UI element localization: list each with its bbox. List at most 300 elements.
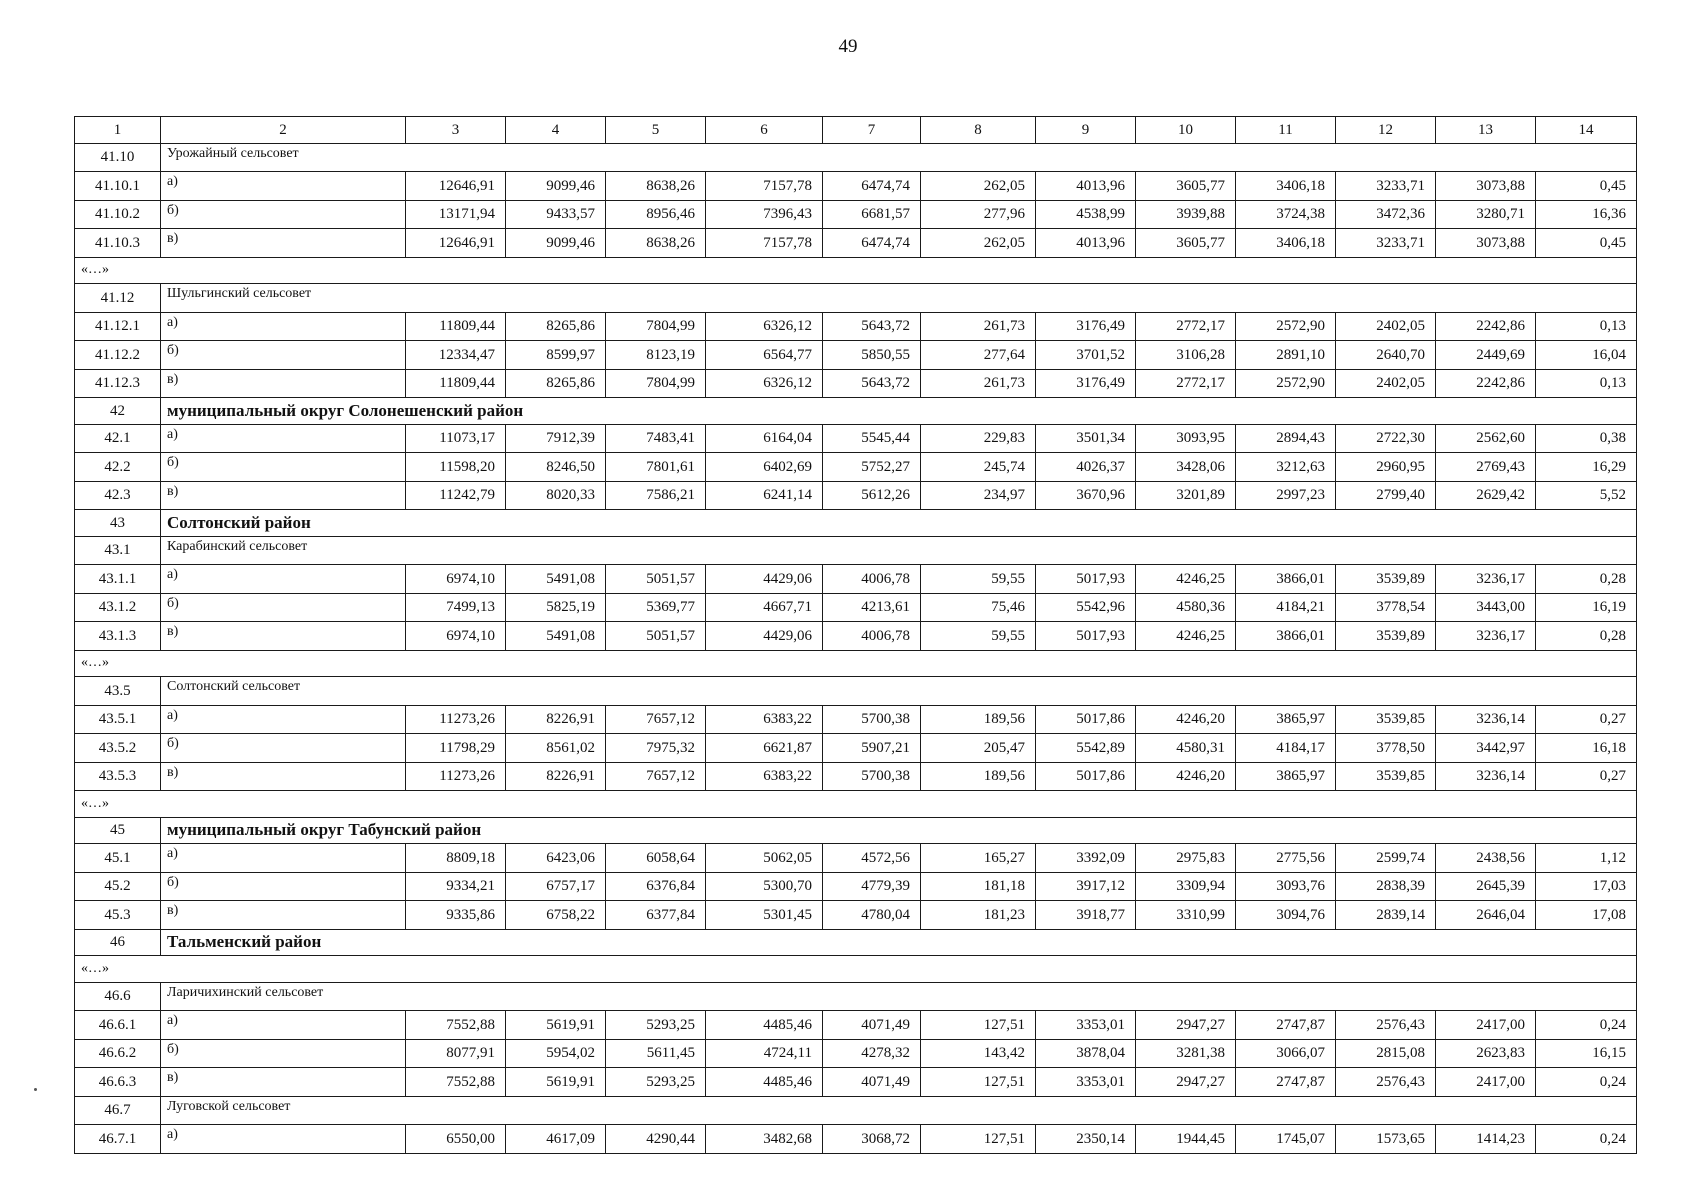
council-name: Солтонский сельсовет bbox=[161, 677, 1637, 706]
value-cell: 11598,20 bbox=[406, 453, 506, 482]
table-row bbox=[75, 844, 1637, 873]
row-subtype: в) bbox=[161, 481, 406, 510]
value-cell: 5051,57 bbox=[606, 622, 706, 651]
value-cell: 261,73 bbox=[921, 369, 1036, 398]
row-subtype: б) bbox=[161, 872, 406, 901]
table-header-row bbox=[75, 117, 1637, 144]
value-cell: 127,51 bbox=[921, 1011, 1036, 1040]
value-cell: 8265,86 bbox=[506, 369, 606, 398]
value-cell: 2722,30 bbox=[1336, 424, 1436, 453]
value-cell: 2645,39 bbox=[1436, 872, 1536, 901]
value-cell: 4246,25 bbox=[1136, 622, 1236, 651]
row-subtype: б) bbox=[161, 593, 406, 622]
value-cell: 3233,71 bbox=[1336, 229, 1436, 258]
value-cell: 75,46 bbox=[921, 593, 1036, 622]
omission-marker: «…» bbox=[75, 650, 1637, 677]
table-row bbox=[75, 453, 1637, 482]
value-cell: 3212,63 bbox=[1236, 453, 1336, 482]
value-cell: 3093,76 bbox=[1236, 872, 1336, 901]
value-cell: 3778,54 bbox=[1336, 593, 1436, 622]
value-cell: 3866,01 bbox=[1236, 622, 1336, 651]
row-code: 46.6.3 bbox=[75, 1068, 161, 1097]
row-code: 41.12.1 bbox=[75, 312, 161, 341]
heading-code: 46.6 bbox=[75, 982, 161, 1011]
value-cell: 2562,60 bbox=[1436, 424, 1536, 453]
table-row bbox=[75, 734, 1637, 763]
value-cell: 262,05 bbox=[921, 229, 1036, 258]
value-cell: 3918,77 bbox=[1036, 901, 1136, 930]
value-cell: 7499,13 bbox=[406, 593, 506, 622]
value-cell: 11073,17 bbox=[406, 424, 506, 453]
value-cell: 2815,08 bbox=[1336, 1039, 1436, 1068]
value-cell: 6241,14 bbox=[706, 481, 823, 510]
council-name: Луговской сельсовет bbox=[161, 1096, 1637, 1125]
row-code: 41.10.3 bbox=[75, 229, 161, 258]
value-cell: 3443,00 bbox=[1436, 593, 1536, 622]
row-subtype: в) bbox=[161, 229, 406, 258]
council-heading-row bbox=[75, 284, 1637, 313]
value-cell: 6383,22 bbox=[706, 705, 823, 734]
value-cell: 11242,79 bbox=[406, 481, 506, 510]
row-subtype: а) bbox=[161, 705, 406, 734]
row-subtype: б) bbox=[161, 734, 406, 763]
value-cell: 1745,07 bbox=[1236, 1125, 1336, 1154]
column-header: 4 bbox=[506, 117, 606, 144]
value-cell: 5017,86 bbox=[1036, 705, 1136, 734]
row-code: 45.2 bbox=[75, 872, 161, 901]
value-cell: 2402,05 bbox=[1336, 312, 1436, 341]
value-cell: 3392,09 bbox=[1036, 844, 1136, 873]
value-cell: 8246,50 bbox=[506, 453, 606, 482]
value-cell: 0,24 bbox=[1536, 1068, 1637, 1097]
value-cell: 4290,44 bbox=[606, 1125, 706, 1154]
row-subtype: а) bbox=[161, 844, 406, 873]
value-cell: 17,08 bbox=[1536, 901, 1637, 930]
value-cell: 2449,69 bbox=[1436, 341, 1536, 370]
value-cell: 9433,57 bbox=[506, 200, 606, 229]
council-heading-row bbox=[75, 677, 1637, 706]
row-code: 46.7.1 bbox=[75, 1125, 161, 1154]
column-header: 13 bbox=[1436, 117, 1536, 144]
value-cell: 0,28 bbox=[1536, 565, 1637, 594]
value-cell: 3539,89 bbox=[1336, 565, 1436, 594]
table-row bbox=[75, 229, 1637, 258]
value-cell: 4429,06 bbox=[706, 622, 823, 651]
value-cell: 7657,12 bbox=[606, 762, 706, 791]
value-cell: 59,55 bbox=[921, 565, 1036, 594]
heading-code: 46.7 bbox=[75, 1096, 161, 1125]
value-cell: 2576,43 bbox=[1336, 1068, 1436, 1097]
row-subtype: в) bbox=[161, 369, 406, 398]
value-cell: 1,12 bbox=[1536, 844, 1637, 873]
value-cell: 3865,97 bbox=[1236, 762, 1336, 791]
value-cell: 2402,05 bbox=[1336, 369, 1436, 398]
value-cell: 277,64 bbox=[921, 341, 1036, 370]
value-cell: 2350,14 bbox=[1036, 1125, 1136, 1154]
heading-code: 41.12 bbox=[75, 284, 161, 313]
value-cell: 5542,96 bbox=[1036, 593, 1136, 622]
value-cell: 7657,12 bbox=[606, 705, 706, 734]
value-cell: 3539,85 bbox=[1336, 705, 1436, 734]
value-cell: 2623,83 bbox=[1436, 1039, 1536, 1068]
value-cell: 2799,40 bbox=[1336, 481, 1436, 510]
value-cell: 4580,36 bbox=[1136, 593, 1236, 622]
district-name: Тальменский район bbox=[161, 929, 1637, 956]
value-cell: 2769,43 bbox=[1436, 453, 1536, 482]
omission-marker: «…» bbox=[75, 791, 1637, 818]
value-cell: 6974,10 bbox=[406, 622, 506, 651]
row-code: 42.1 bbox=[75, 424, 161, 453]
value-cell: 7804,99 bbox=[606, 369, 706, 398]
value-cell: 3073,88 bbox=[1436, 172, 1536, 201]
value-cell: 4184,17 bbox=[1236, 734, 1336, 763]
heading-code: 45 bbox=[75, 817, 161, 844]
value-cell: 2599,74 bbox=[1336, 844, 1436, 873]
row-code: 43.5.3 bbox=[75, 762, 161, 791]
value-cell: 0,13 bbox=[1536, 369, 1637, 398]
district-name: муниципальный округ Солонешенский район bbox=[161, 398, 1637, 425]
value-cell: 4246,25 bbox=[1136, 565, 1236, 594]
value-cell: 4278,32 bbox=[823, 1039, 921, 1068]
value-cell: 6550,00 bbox=[406, 1125, 506, 1154]
value-cell: 7552,88 bbox=[406, 1068, 506, 1097]
value-cell: 0,24 bbox=[1536, 1011, 1637, 1040]
value-cell: 2747,87 bbox=[1236, 1011, 1336, 1040]
row-code: 42.2 bbox=[75, 453, 161, 482]
value-cell: 16,36 bbox=[1536, 200, 1637, 229]
value-cell: 6681,57 bbox=[823, 200, 921, 229]
row-code: 45.3 bbox=[75, 901, 161, 930]
column-header: 12 bbox=[1336, 117, 1436, 144]
value-cell: 4667,71 bbox=[706, 593, 823, 622]
value-cell: 8809,18 bbox=[406, 844, 506, 873]
value-cell: 181,18 bbox=[921, 872, 1036, 901]
value-cell: 3539,85 bbox=[1336, 762, 1436, 791]
value-cell: 7157,78 bbox=[706, 229, 823, 258]
value-cell: 6326,12 bbox=[706, 369, 823, 398]
value-cell: 9099,46 bbox=[506, 172, 606, 201]
omission-row bbox=[75, 791, 1637, 818]
value-cell: 3066,07 bbox=[1236, 1039, 1336, 1068]
value-cell: 2646,04 bbox=[1436, 901, 1536, 930]
table-row bbox=[75, 593, 1637, 622]
row-subtype: в) bbox=[161, 1068, 406, 1097]
value-cell: 2242,86 bbox=[1436, 369, 1536, 398]
value-cell: 0,27 bbox=[1536, 705, 1637, 734]
value-cell: 5700,38 bbox=[823, 762, 921, 791]
value-cell: 6757,17 bbox=[506, 872, 606, 901]
value-cell: 5619,91 bbox=[506, 1068, 606, 1097]
table-row bbox=[75, 172, 1637, 201]
omission-marker: «…» bbox=[75, 956, 1637, 983]
value-cell: 2894,43 bbox=[1236, 424, 1336, 453]
value-cell: 7396,43 bbox=[706, 200, 823, 229]
column-header: 5 bbox=[606, 117, 706, 144]
row-code: 43.1.1 bbox=[75, 565, 161, 594]
value-cell: 3939,88 bbox=[1136, 200, 1236, 229]
value-cell: 3865,97 bbox=[1236, 705, 1336, 734]
row-subtype: а) bbox=[161, 1125, 406, 1154]
value-cell: 3778,50 bbox=[1336, 734, 1436, 763]
value-cell: 245,74 bbox=[921, 453, 1036, 482]
scan-speck bbox=[34, 1088, 37, 1091]
value-cell: 181,23 bbox=[921, 901, 1036, 930]
value-cell: 16,04 bbox=[1536, 341, 1637, 370]
value-cell: 11273,26 bbox=[406, 762, 506, 791]
row-subtype: в) bbox=[161, 622, 406, 651]
value-cell: 2772,17 bbox=[1136, 369, 1236, 398]
value-cell: 262,05 bbox=[921, 172, 1036, 201]
value-cell: 3236,17 bbox=[1436, 622, 1536, 651]
value-cell: 4013,96 bbox=[1036, 172, 1136, 201]
column-header: 6 bbox=[706, 117, 823, 144]
council-heading-row bbox=[75, 536, 1637, 565]
value-cell: 3605,77 bbox=[1136, 172, 1236, 201]
district-heading-row bbox=[75, 817, 1637, 844]
council-heading-row bbox=[75, 143, 1637, 172]
value-cell: 3670,96 bbox=[1036, 481, 1136, 510]
value-cell: 2417,00 bbox=[1436, 1068, 1536, 1097]
table-row bbox=[75, 705, 1637, 734]
value-cell: 8020,33 bbox=[506, 481, 606, 510]
value-cell: 3093,95 bbox=[1136, 424, 1236, 453]
value-cell: 0,45 bbox=[1536, 229, 1637, 258]
value-cell: 16,15 bbox=[1536, 1039, 1637, 1068]
value-cell: 17,03 bbox=[1536, 872, 1637, 901]
page-number: 49 bbox=[838, 36, 858, 57]
district-heading-row bbox=[75, 510, 1637, 537]
row-code: 42.3 bbox=[75, 481, 161, 510]
value-cell: 16,18 bbox=[1536, 734, 1637, 763]
value-cell: 2747,87 bbox=[1236, 1068, 1336, 1097]
value-cell: 8561,02 bbox=[506, 734, 606, 763]
table-body bbox=[75, 117, 1637, 1154]
row-subtype: а) bbox=[161, 424, 406, 453]
table-row bbox=[75, 1068, 1637, 1097]
row-code: 46.6.2 bbox=[75, 1039, 161, 1068]
heading-code: 43.1 bbox=[75, 536, 161, 565]
value-cell: 2839,14 bbox=[1336, 901, 1436, 930]
value-cell: 6402,69 bbox=[706, 453, 823, 482]
column-header: 3 bbox=[406, 117, 506, 144]
table-row bbox=[75, 312, 1637, 341]
council-name: Карабинский сельсовет bbox=[161, 536, 1637, 565]
row-subtype: а) bbox=[161, 312, 406, 341]
value-cell: 6758,22 bbox=[506, 901, 606, 930]
value-cell: 5369,77 bbox=[606, 593, 706, 622]
value-cell: 5643,72 bbox=[823, 312, 921, 341]
value-cell: 2438,56 bbox=[1436, 844, 1536, 873]
value-cell: 2997,23 bbox=[1236, 481, 1336, 510]
value-cell: 6377,84 bbox=[606, 901, 706, 930]
value-cell: 7483,41 bbox=[606, 424, 706, 453]
value-cell: 0,27 bbox=[1536, 762, 1637, 791]
value-cell: 6564,77 bbox=[706, 341, 823, 370]
row-code: 43.5.2 bbox=[75, 734, 161, 763]
value-cell: 3236,14 bbox=[1436, 762, 1536, 791]
value-cell: 1944,45 bbox=[1136, 1125, 1236, 1154]
value-cell: 5850,55 bbox=[823, 341, 921, 370]
value-cell: 5062,05 bbox=[706, 844, 823, 873]
value-cell: 2891,10 bbox=[1236, 341, 1336, 370]
value-cell: 189,56 bbox=[921, 705, 1036, 734]
value-cell: 6058,64 bbox=[606, 844, 706, 873]
value-cell: 3236,14 bbox=[1436, 705, 1536, 734]
value-cell: 5491,08 bbox=[506, 622, 606, 651]
value-cell: 4071,49 bbox=[823, 1068, 921, 1097]
value-cell: 8599,97 bbox=[506, 341, 606, 370]
value-cell: 5752,27 bbox=[823, 453, 921, 482]
tariff-table bbox=[74, 116, 1637, 1154]
column-header: 11 bbox=[1236, 117, 1336, 144]
value-cell: 5612,26 bbox=[823, 481, 921, 510]
row-subtype: б) bbox=[161, 200, 406, 229]
value-cell: 2775,56 bbox=[1236, 844, 1336, 873]
value-cell: 277,96 bbox=[921, 200, 1036, 229]
table-row bbox=[75, 1011, 1637, 1040]
value-cell: 4617,09 bbox=[506, 1125, 606, 1154]
value-cell: 6164,04 bbox=[706, 424, 823, 453]
value-cell: 6383,22 bbox=[706, 762, 823, 791]
value-cell: 5293,25 bbox=[606, 1068, 706, 1097]
value-cell: 6474,74 bbox=[823, 229, 921, 258]
value-cell: 7552,88 bbox=[406, 1011, 506, 1040]
column-header: 10 bbox=[1136, 117, 1236, 144]
value-cell: 3094,76 bbox=[1236, 901, 1336, 930]
value-cell: 5545,44 bbox=[823, 424, 921, 453]
value-cell: 189,56 bbox=[921, 762, 1036, 791]
value-cell: 3309,94 bbox=[1136, 872, 1236, 901]
council-name: Урожайный сельсовет bbox=[161, 143, 1637, 172]
value-cell: 5542,89 bbox=[1036, 734, 1136, 763]
tariff-table-container bbox=[74, 116, 1636, 1154]
row-subtype: в) bbox=[161, 901, 406, 930]
omission-row bbox=[75, 650, 1637, 677]
column-header: 8 bbox=[921, 117, 1036, 144]
value-cell: 8265,86 bbox=[506, 312, 606, 341]
value-cell: 2576,43 bbox=[1336, 1011, 1436, 1040]
value-cell: 3176,49 bbox=[1036, 369, 1136, 398]
value-cell: 3442,97 bbox=[1436, 734, 1536, 763]
value-cell: 59,55 bbox=[921, 622, 1036, 651]
value-cell: 3472,36 bbox=[1336, 200, 1436, 229]
column-header: 1 bbox=[75, 117, 161, 144]
value-cell: 6474,74 bbox=[823, 172, 921, 201]
row-code: 41.12.2 bbox=[75, 341, 161, 370]
column-header: 7 bbox=[823, 117, 921, 144]
district-heading-row bbox=[75, 398, 1637, 425]
value-cell: 8956,46 bbox=[606, 200, 706, 229]
value-cell: 3701,52 bbox=[1036, 341, 1136, 370]
value-cell: 2975,83 bbox=[1136, 844, 1236, 873]
value-cell: 143,42 bbox=[921, 1039, 1036, 1068]
row-code: 43.1.2 bbox=[75, 593, 161, 622]
value-cell: 12334,47 bbox=[406, 341, 506, 370]
value-cell: 5954,02 bbox=[506, 1039, 606, 1068]
value-cell: 3201,89 bbox=[1136, 481, 1236, 510]
value-cell: 4572,56 bbox=[823, 844, 921, 873]
value-cell: 4429,06 bbox=[706, 565, 823, 594]
value-cell: 3724,38 bbox=[1236, 200, 1336, 229]
value-cell: 3073,88 bbox=[1436, 229, 1536, 258]
row-subtype: б) bbox=[161, 341, 406, 370]
value-cell: 3280,71 bbox=[1436, 200, 1536, 229]
value-cell: 2947,27 bbox=[1136, 1011, 1236, 1040]
value-cell: 11273,26 bbox=[406, 705, 506, 734]
heading-code: 42 bbox=[75, 398, 161, 425]
value-cell: 3176,49 bbox=[1036, 312, 1136, 341]
value-cell: 0,38 bbox=[1536, 424, 1637, 453]
value-cell: 7804,99 bbox=[606, 312, 706, 341]
row-subtype: б) bbox=[161, 1039, 406, 1068]
row-code: 43.1.3 bbox=[75, 622, 161, 651]
value-cell: 3501,34 bbox=[1036, 424, 1136, 453]
value-cell: 16,19 bbox=[1536, 593, 1637, 622]
row-subtype: в) bbox=[161, 762, 406, 791]
value-cell: 2960,95 bbox=[1336, 453, 1436, 482]
value-cell: 2772,17 bbox=[1136, 312, 1236, 341]
value-cell: 4006,78 bbox=[823, 622, 921, 651]
value-cell: 261,73 bbox=[921, 312, 1036, 341]
value-cell: 4026,37 bbox=[1036, 453, 1136, 482]
value-cell: 0,13 bbox=[1536, 312, 1637, 341]
council-name: Ларичихинский сельсовет bbox=[161, 982, 1637, 1011]
heading-code: 46 bbox=[75, 929, 161, 956]
district-name: Солтонский район bbox=[161, 510, 1637, 537]
table-row bbox=[75, 565, 1637, 594]
value-cell: 5619,91 bbox=[506, 1011, 606, 1040]
value-cell: 4184,21 bbox=[1236, 593, 1336, 622]
omission-marker: «…» bbox=[75, 257, 1637, 284]
value-cell: 11809,44 bbox=[406, 312, 506, 341]
value-cell: 2417,00 bbox=[1436, 1011, 1536, 1040]
value-cell: 5,52 bbox=[1536, 481, 1637, 510]
district-name: муниципальный округ Табунский район bbox=[161, 817, 1637, 844]
value-cell: 0,28 bbox=[1536, 622, 1637, 651]
value-cell: 5825,19 bbox=[506, 593, 606, 622]
value-cell: 12646,91 bbox=[406, 229, 506, 258]
value-cell: 0,24 bbox=[1536, 1125, 1637, 1154]
value-cell: 7801,61 bbox=[606, 453, 706, 482]
value-cell: 4538,99 bbox=[1036, 200, 1136, 229]
value-cell: 5017,93 bbox=[1036, 565, 1136, 594]
row-subtype: а) bbox=[161, 1011, 406, 1040]
council-heading-row bbox=[75, 1096, 1637, 1125]
value-cell: 11798,29 bbox=[406, 734, 506, 763]
value-cell: 5300,70 bbox=[706, 872, 823, 901]
row-subtype: а) bbox=[161, 172, 406, 201]
value-cell: 2572,90 bbox=[1236, 369, 1336, 398]
value-cell: 4580,31 bbox=[1136, 734, 1236, 763]
value-cell: 6974,10 bbox=[406, 565, 506, 594]
value-cell: 127,51 bbox=[921, 1125, 1036, 1154]
omission-row bbox=[75, 956, 1637, 983]
table-row bbox=[75, 1039, 1637, 1068]
council-name: Шульгинский сельсовет bbox=[161, 284, 1637, 313]
value-cell: 3233,71 bbox=[1336, 172, 1436, 201]
value-cell: 5611,45 bbox=[606, 1039, 706, 1068]
column-header: 14 bbox=[1536, 117, 1637, 144]
value-cell: 8123,19 bbox=[606, 341, 706, 370]
value-cell: 2629,42 bbox=[1436, 481, 1536, 510]
value-cell: 3539,89 bbox=[1336, 622, 1436, 651]
value-cell: 6376,84 bbox=[606, 872, 706, 901]
table-row bbox=[75, 622, 1637, 651]
value-cell: 3428,06 bbox=[1136, 453, 1236, 482]
value-cell: 3106,28 bbox=[1136, 341, 1236, 370]
value-cell: 3353,01 bbox=[1036, 1011, 1136, 1040]
value-cell: 12646,91 bbox=[406, 172, 506, 201]
